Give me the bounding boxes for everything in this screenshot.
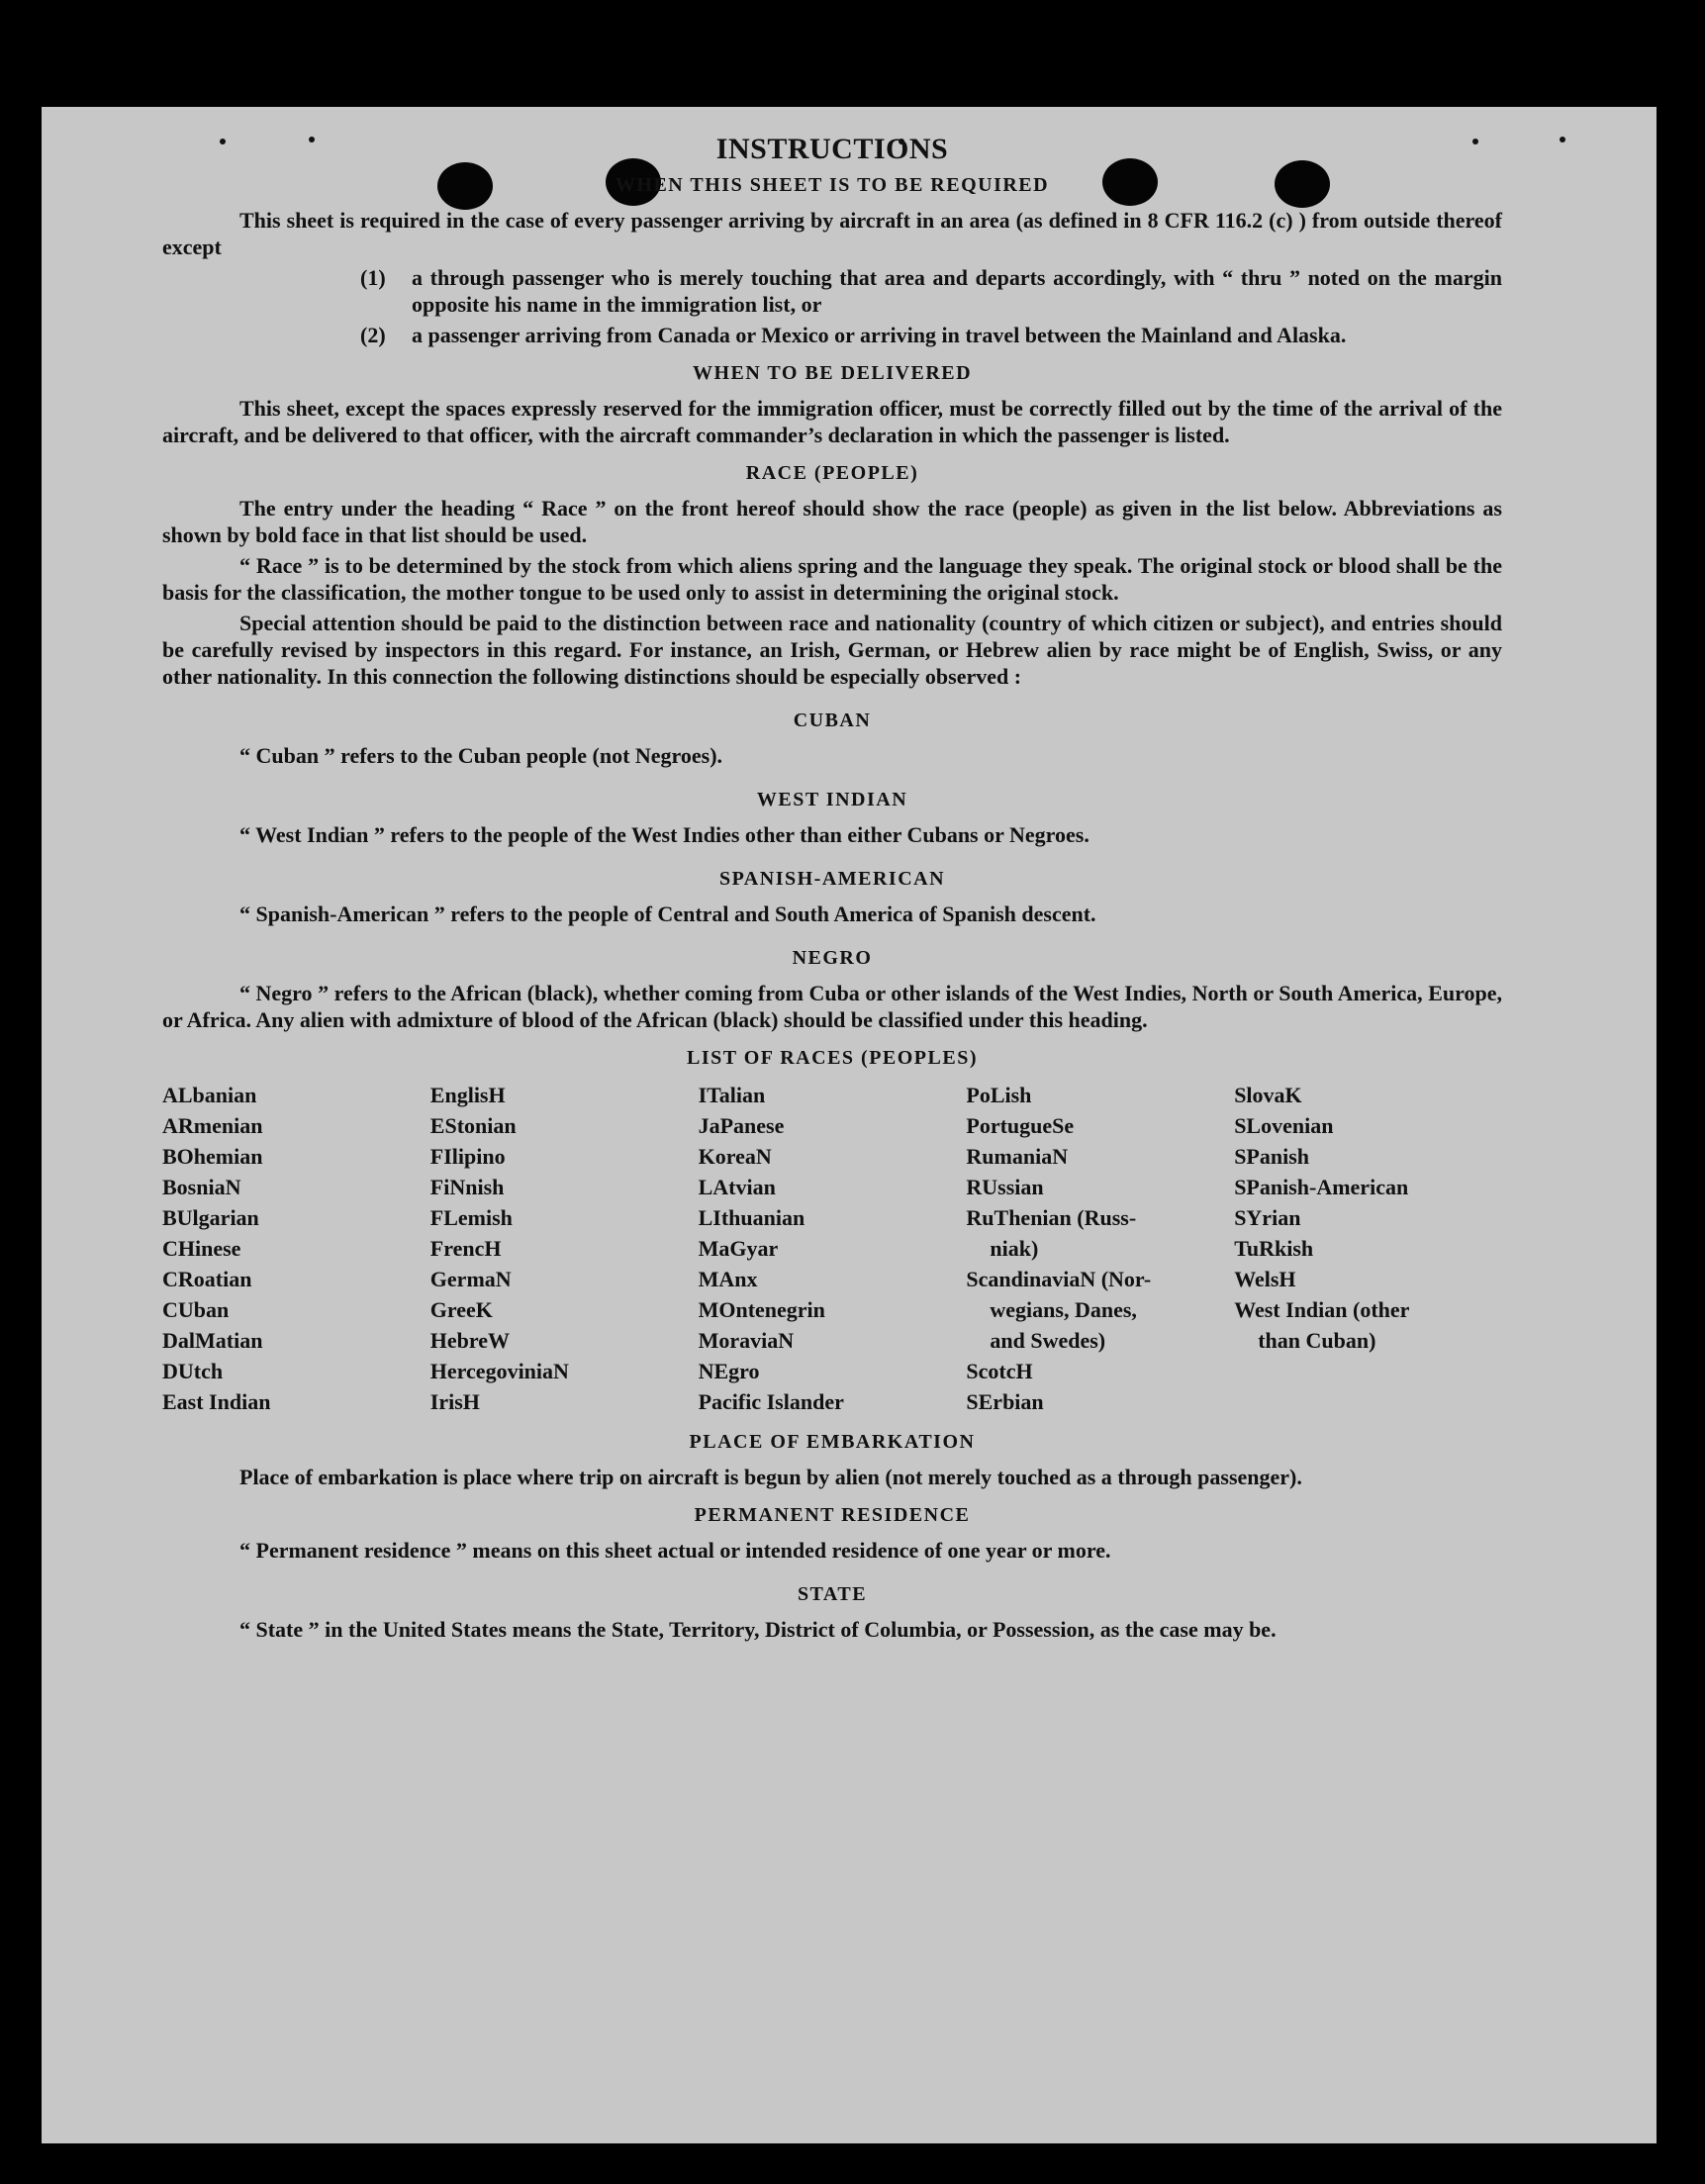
race-entry: FiNnish	[429, 1175, 505, 1199]
exception-item-1	[162, 264, 1502, 318]
races-column-2	[430, 1080, 699, 1417]
race-entry-continuation: niak)	[990, 1236, 1039, 1261]
race-entry: DUtch	[162, 1359, 224, 1383]
race-entry: ARmenian	[162, 1113, 263, 1138]
race-entry: Pacific Islander	[698, 1389, 844, 1414]
race-entry: PoLish	[966, 1083, 1032, 1107]
section-heading-embarkation: PLACE OF EMBARKATION	[689, 1431, 976, 1453]
delivered-text: This sheet, except the spaces expressly reserved for the immigration officer, must be correctly filled out by the time of the arrival of the aircraft, and be delivered to that officer, with the aircraft commander’s declaration in which the passenger is listed.	[162, 396, 1502, 447]
races-column-4	[966, 1080, 1234, 1417]
race-entry: MoraviaN	[698, 1328, 795, 1353]
race-entry: NEgro	[698, 1359, 760, 1383]
race-entry: WelsH	[1234, 1267, 1296, 1291]
race-entry: MAnx	[698, 1267, 758, 1291]
race-entry: ScandinaviaN (Nor-	[966, 1267, 1152, 1291]
item-text: a through passenger who is merely touching that area and departs accordingly, with “ thru ” noted on the margin opposite his name in the immigration list, or	[412, 265, 1502, 317]
race-entry: MOntenegrin	[698, 1297, 825, 1322]
section-heading-required: WHEN THIS SHEET IS TO BE REQUIRED	[615, 174, 1050, 196]
item-number: (2)	[360, 323, 386, 347]
race-entry: LIthuanian	[698, 1205, 805, 1230]
race-entry: SPanish	[1234, 1144, 1310, 1169]
race-entry: ALbanian	[162, 1083, 257, 1107]
state-text: “ State ” in the United States means the State, Territory, District of Columbia, or Possession, as the case may be.	[239, 1617, 1277, 1642]
race-entry: RumaniaN	[966, 1144, 1069, 1169]
item-text: a passenger arriving from Canada or Mexico or arriving in travel between the Mainland and Alaska.	[412, 323, 1347, 347]
race-entry-continuation: and Swedes)	[990, 1328, 1106, 1353]
race-entry: ScotcH	[966, 1359, 1033, 1383]
race-entry: GreeK	[429, 1297, 493, 1322]
race-paragraph-1: The entry under the heading “ Race ” on the front hereof should show the race (people) as given in the list below. Abbreviations as shown by bold face in that list should be used.	[162, 496, 1502, 547]
race-entry: SYrian	[1234, 1205, 1301, 1230]
spanish-american-text: “ Spanish-American ” refers to the people of Central and South America of Spanish descent.	[239, 902, 1096, 926]
race-entry: BosniaN	[162, 1175, 241, 1199]
races-column-1	[162, 1080, 430, 1417]
residence-text: “ Permanent residence ” means on this sheet actual or intended residence of one year or more.	[239, 1538, 1111, 1563]
embarkation-text: Place of embarkation is place where trip on aircraft is begun by alien (not merely touched as a through passenger).	[239, 1465, 1302, 1489]
races-column-3	[699, 1080, 967, 1417]
race-paragraph-3: Special attention should be paid to the distinction between race and nationality (country of which citizen or subject), and entries should be carefully revised by inspectors in this regard. For instance, an Irish, German, or Hebrew alien by race might be of English, Swiss, or any other nationality. In this connection the following distinctions should be especially observed :	[162, 611, 1502, 689]
section-heading-race: RACE (PEOPLE)	[745, 462, 919, 484]
section-heading-residence: PERMANENT RESIDENCE	[694, 1504, 971, 1526]
race-entry: SLovenian	[1234, 1113, 1334, 1138]
west-indian-text: “ West Indian ” refers to the people of the West Indies other than either Cubans or Negroes.	[239, 822, 1089, 847]
race-entry: RuThenian (Russ-	[966, 1205, 1137, 1230]
section-heading-spanish-american: SPANISH-AMERICAN	[718, 868, 946, 890]
race-entry: West Indian (other	[1234, 1297, 1410, 1322]
race-entry: FIlipino	[429, 1144, 506, 1169]
section-heading-races-list: LIST OF RACES (PEOPLES)	[686, 1047, 978, 1069]
race-entry: PortugueSe	[966, 1113, 1075, 1138]
race-entry: FLemish	[429, 1205, 513, 1230]
section-heading-state: STATE	[797, 1583, 868, 1605]
race-entry: ITalian	[698, 1083, 766, 1107]
cuban-text: “ Cuban ” refers to the Cuban people (not Negroes).	[239, 743, 723, 768]
negro-text: “ Negro ” refers to the African (black), whether coming from Cuba or other islands of the West Indies, North or South America, Europe, or Africa. Any alien with admixture of blood of the African (black) should be classified under this heading.	[162, 981, 1502, 1032]
race-entry: DalMatian	[162, 1328, 263, 1353]
race-entry: SPanish-American	[1234, 1175, 1409, 1199]
section-heading-cuban: CUBAN	[793, 710, 872, 731]
race-entry: IrisH	[429, 1389, 480, 1414]
instructions-content	[162, 133, 1502, 1643]
section-heading-west-indian: WEST INDIAN	[756, 789, 908, 810]
race-entry: CUban	[162, 1297, 230, 1322]
race-paragraph-2: “ Race ” is to be determined by the stock from which aliens spring and the language they speak. The original stock or blood shall be the basis for the classification, the mother tongue to be used only to assist in determining the original stock.	[162, 553, 1502, 605]
exception-item-2	[162, 322, 1502, 348]
race-entry: SErbian	[966, 1389, 1044, 1414]
race-entry: JaPanese	[698, 1113, 785, 1138]
race-entry-continuation: wegians, Danes,	[990, 1297, 1137, 1322]
race-entry: EnglisH	[429, 1083, 506, 1107]
race-entry: RUssian	[966, 1175, 1044, 1199]
race-entry: BOhemian	[162, 1144, 263, 1169]
page-title: INSTRUCTIONS	[715, 133, 949, 165]
speck	[1560, 137, 1565, 142]
races-list	[162, 1080, 1502, 1417]
race-entry: EStonian	[429, 1113, 517, 1138]
race-entry: CRoatian	[162, 1267, 252, 1291]
race-entry: TuRkish	[1234, 1236, 1314, 1261]
race-entry: FrencH	[429, 1236, 502, 1261]
race-entry: BUlgarian	[162, 1205, 259, 1230]
race-entry: MaGyar	[698, 1236, 779, 1261]
section-heading-negro: NEGRO	[792, 947, 873, 969]
race-entry: LAtvian	[698, 1175, 776, 1199]
race-entry: CHinese	[162, 1236, 241, 1261]
race-entry: HercegoviniaN	[429, 1359, 569, 1383]
race-entry: HebreW	[429, 1328, 511, 1353]
required-intro: This sheet is required in the case of every passenger arriving by aircraft in an area (as defined in 8 CFR 116.2 (c) ) from outside thereof except	[162, 208, 1502, 259]
race-entry: East Indian	[162, 1389, 271, 1414]
item-number: (1)	[360, 265, 386, 290]
races-column-5	[1234, 1080, 1502, 1417]
race-entry-continuation: than Cuban)	[1258, 1328, 1376, 1353]
race-entry: SlovaK	[1234, 1083, 1302, 1107]
section-heading-delivered: WHEN TO BE DELIVERED	[692, 362, 973, 384]
race-entry: GermaN	[429, 1267, 512, 1291]
race-entry: KoreaN	[698, 1144, 772, 1169]
